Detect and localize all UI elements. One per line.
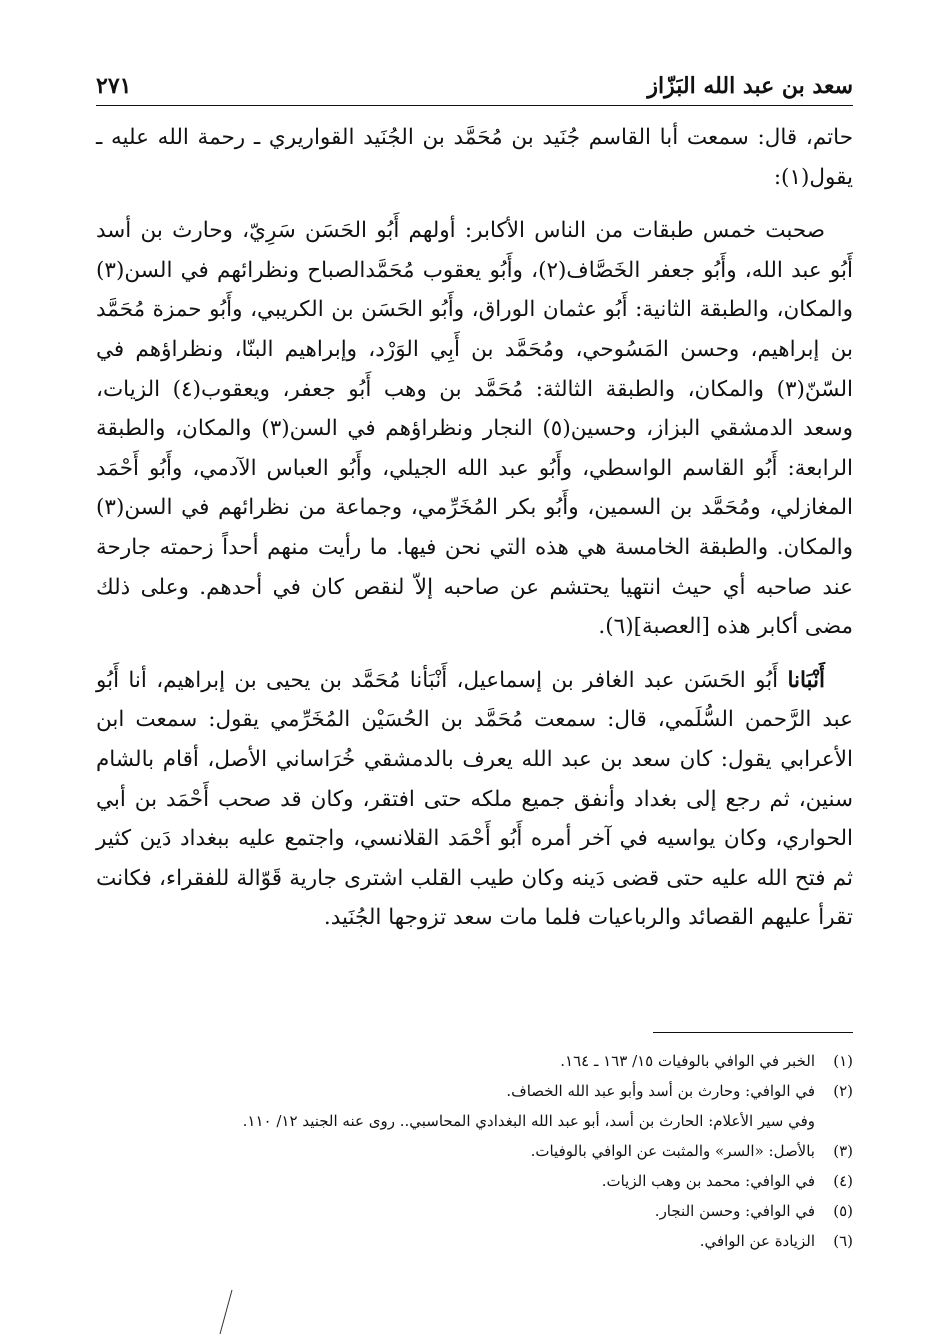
footnote-item — [96, 1196, 853, 1226]
footnote-text: الخبر في الوافي بالوفيات ١٥/ ١٦٣ ـ ١٦٤. — [560, 1052, 815, 1070]
stray-pen-mark — [214, 1288, 238, 1336]
footnote-item — [96, 1166, 853, 1196]
paragraph-3-text: أَبُو الحَسَن عبد الغافر بن إسماعيل، أَنْبَأنا مُحَمَّد بن يحيى بن إبراهيم، أنا أَبُو عبد الرَّحمن السُّلَمي، قال: سمعت مُحَمَّد بن الحُسَيْن المُخَرِّمي يقول: سمعت ابن الأعرابي يقول: كان سعد بن عبد الله يعرف بالدمشقي خُرَاساني الأصل، أقام بالشام سنين، ثم رجع إلى بغداد وأنفق جميع ملكه حتى افتقر، وكان قد صحب أَحْمَد بن أبي الحواري، وكان يواسيه في آخر أمره أَبُو أَحْمَد القلانسي، واجتمع عليه ببغداد دَين كثير ثم فتح الله عليه حتى قضى دَينه وكان طيب القلب اشترى جارية قَوّالة للفقراء، فكانت تقرأ عليهم القصائد والرباعيات فلما مات سعد تزوجها الجُنَيد. — [96, 667, 853, 931]
page-number: ٢٧١ — [96, 73, 132, 99]
footnote-text: في الوافي: وحسن النجار. — [654, 1202, 815, 1220]
footnotes — [96, 1046, 853, 1256]
paragraph-3 — [96, 661, 853, 938]
footnote-item — [96, 1226, 853, 1256]
footnote-number: (٣) — [833, 1142, 853, 1160]
footnote-divider — [653, 1032, 853, 1033]
paragraph-1 — [96, 118, 853, 197]
paragraph-2 — [96, 211, 853, 647]
footnote-item — [96, 1046, 853, 1076]
paragraph-3-lead-word: أَنْبَانا — [787, 667, 825, 693]
footnote-text: الزيادة عن الوافي. — [699, 1232, 815, 1250]
paragraph-1-text: حاتم، قال: سمعت أبا القاسم جُنَيد بن مُحَمَّد بن الجُنَيد القواريري ـ رحمة الله عليه ـ يقول(١): — [96, 125, 853, 190]
footnote-number: (٤) — [833, 1172, 853, 1190]
footnote-number — [823, 1106, 853, 1136]
footnote-text: بالأصل: «السر» والمثبت عن الوافي بالوفيات. — [530, 1142, 815, 1160]
footnote-item — [96, 1106, 853, 1136]
main-text — [96, 118, 853, 952]
footnote-number: (٥) — [833, 1202, 853, 1220]
paragraph-2-text: صحبت خمس طبقات من الناس الأكابر: أولهم أَبُو الحَسَن سَرِيّ، وحارث بن أسد أَبُو عبد الله، وأَبُو جعفر الخَصَّاف(٢)، وأَبُو يعقوب مُحَمَّدالصباح ونظرائهم في السن(٣) والمكان، والطبقة الثانية: أَبُو عثمان الوراق، وأَبُو الحَسَن بن الكريبي، وأَبُو حمزة مُحَمَّد بن إبراهيم، وحسن المَسُوحي، ومُحَمَّد بن أَبِي الوَرْد، وإبراهيم البنّا، ونظراؤهم في السّنّ(٣) والمكان، والطبقة الثالثة: مُحَمَّد بن وهب أَبُو جعفر، ويعقوب(٤) الزيات، وسعد الدمشقي البزاز، وحسين(٥) النجار ونظراؤهم في السن(٣) والمكان، والطبقة الرابعة: أَبُو القاسم الواسطي، وأَبُو عبد الله الجيلي، وأَبُو العباس الآدمي، وأَبُو أَحْمَد المغازلي، ومُحَمَّد بن السمين، وأَبُو بكر المُخَرِّمي، وجماعة من نظرائهم في السن(٣) والمكان. والطبقة الخامسة هي هذه التي نحن فيها. ما رأيت منهم أحداً زحمته جارحة عند صاحبه أي حيث انتهيا يحتشم عن صاحبه إلاّ لنقص كان في أحدهم. وعلى ذلك مضى أكابر هذه [العصبة](٦). — [96, 218, 854, 640]
footnote-number: (٢) — [833, 1082, 853, 1100]
footnote-number: (١) — [833, 1052, 853, 1070]
footnote-number: (٦) — [833, 1232, 853, 1250]
footnote-text: في الوافي: وحارث بن أسد وأبو عبد الله الخصاف. — [506, 1082, 815, 1100]
page-header — [96, 60, 853, 106]
footnote-item — [96, 1076, 853, 1106]
footnote-text: وفي سير الأعلام: الحارث بن أسد، أبو عبد الله البغدادي المحاسبي.. روى عنه الجنيد ١٢/ ١١٠. — [242, 1112, 815, 1130]
running-head: سعد بن عبد الله البَزّاز — [647, 73, 853, 99]
footnote-text: في الوافي: محمد بن وهب الزيات. — [601, 1172, 815, 1190]
footnote-item — [96, 1136, 853, 1166]
